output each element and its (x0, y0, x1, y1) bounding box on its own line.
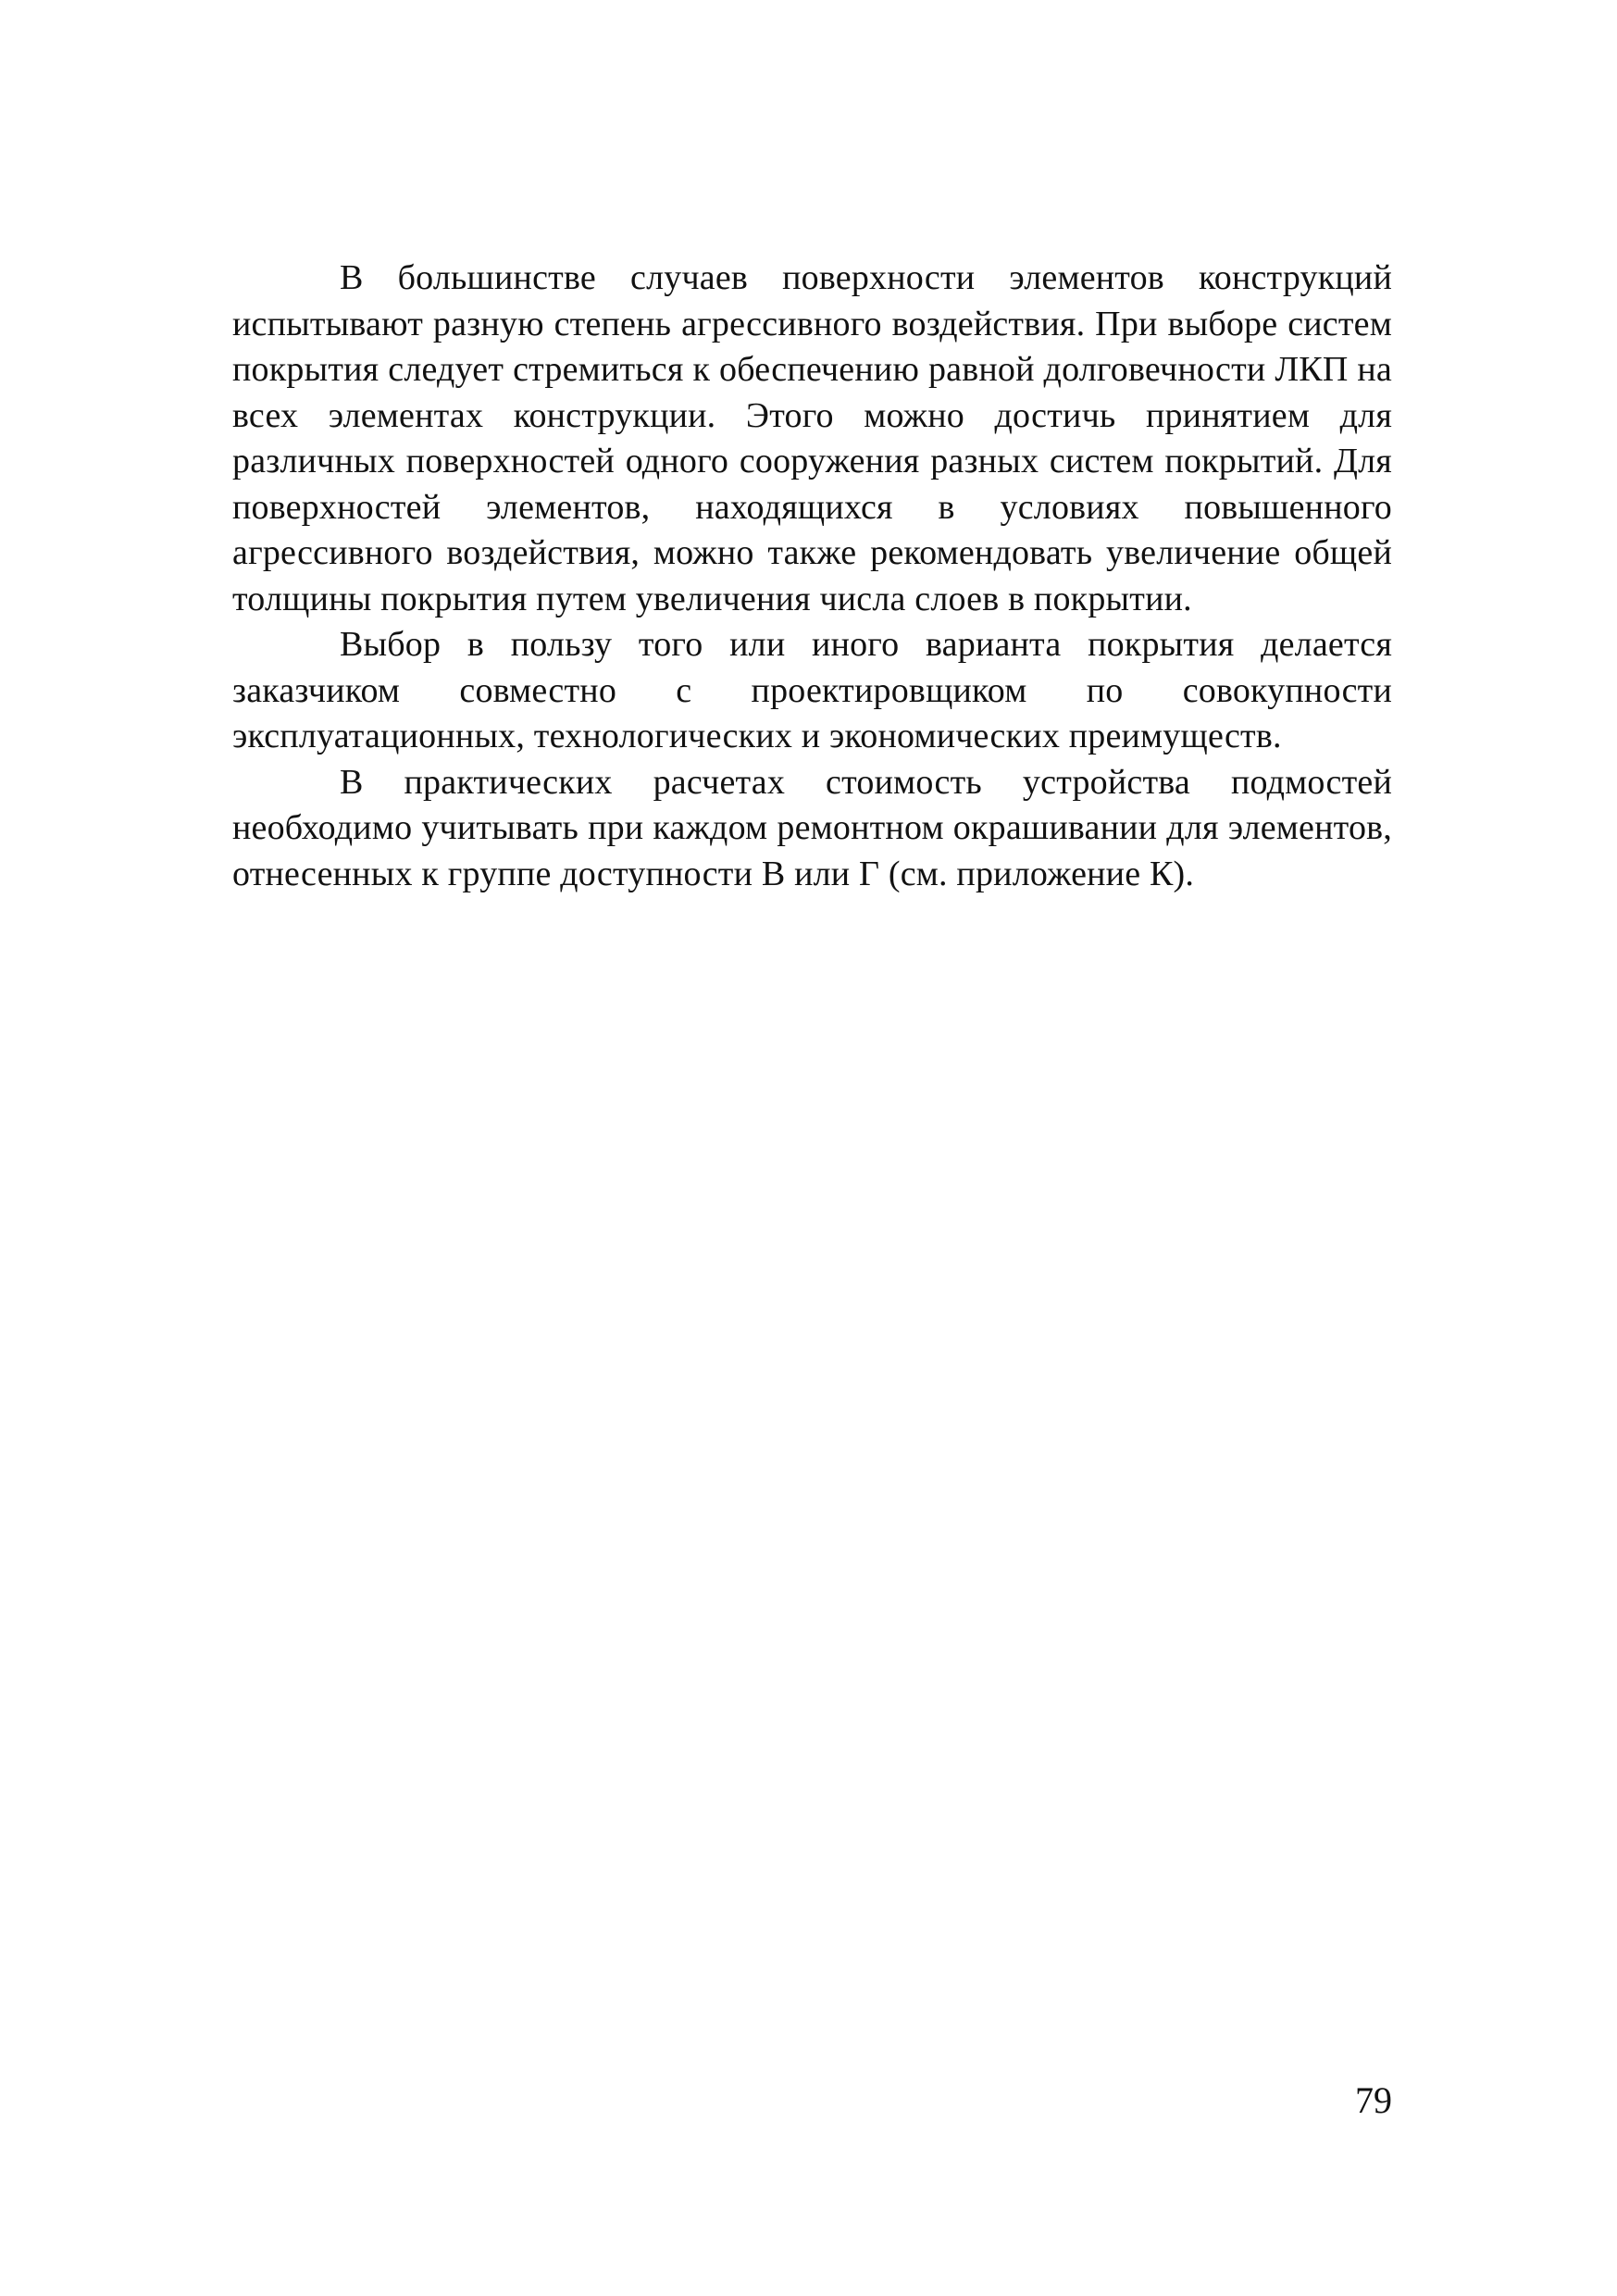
paragraph-scaffold-cost: В практических расчетах стоимость устройства подмостей необходимо учитывать при каждом ремонтном окрашивании для элементов, отнесенных к группе доступности В или Г (см. приложение К). (232, 762, 1392, 893)
paragraph-coating-choice: Выбор в пользу того или иного варианта покрытия делается заказчиком совместно с проектировщиком по совокупности эксплуатационных, технологических и экономических преимуществ. (232, 625, 1392, 755)
body-text (232, 256, 1392, 897)
page-number: 79 (1355, 2079, 1392, 2121)
paragraph-coating-systems: В большинстве случаев поверхности элементов конструкций испытывают разную степень агрессивного воздействия. При выборе систем покрытия следует стремиться к обеспечению равной долговечности ЛКП на всех элементах конструкции. Этого можно достичь принятием для различных поверхностей одного сооружения разных систем покрытий. Для поверхностей элементов, находящихся в условиях повышенного агрессивного воздействия, можно также рекомендовать увеличение общей толщины покрытия путем увеличения числа слоев в покрытии. (232, 258, 1392, 618)
